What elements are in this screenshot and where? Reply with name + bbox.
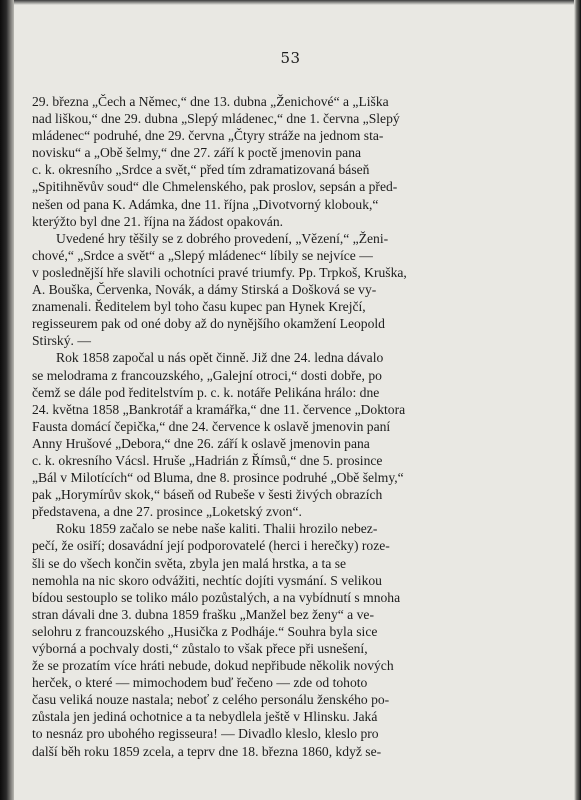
text-line: c. k. okresního Vácsl. Hruše „Hadrián z Římsů,“ dne 5. prosince xyxy=(32,452,383,468)
text-line: regisseurem pak od oné doby až do nynějšího okamžení Leopold xyxy=(32,316,385,332)
text-line: A. Bouška, Červenka, Novák, a dámy Stirská a Došková se vy- xyxy=(32,282,377,298)
text-line: zůstala jen jediná ochotnice a ta nebydlela ještě v Hlinsku. Jaká xyxy=(32,709,378,725)
body-text xyxy=(32,93,526,760)
text-line: čemž se dále pod ředitelstvím p. c. k. notáře Pelikána hrálo: dne xyxy=(32,384,380,400)
text-line: Fausta domácí čepička,“ dne 24. července k oslavě jmenovin paní xyxy=(32,418,391,434)
text-line: času veliká nouze nastala; neboť z celého personálu ženského po- xyxy=(32,692,390,708)
text-line: nemohla na nic skoro odvážiti, nechtíc dojíti vysmání. S velikou xyxy=(32,572,382,588)
text-line: chové,“ „Srdce a svět“ a „Slepý mládenec“ líbily se nejvíce — xyxy=(32,247,373,263)
text-line: novisku“ a „Obě šelmy,“ dne 27. září k poctě jmenovin pana xyxy=(32,145,362,161)
text-line: Stirský. — xyxy=(32,333,91,349)
text-line: v poslednější hře slavili ochotníci pravé triumfy. Pp. Trpkoš, Kruška, xyxy=(32,264,407,280)
text-line: nad liškou,“ dne 29. dubna „Slepý mládenec,“ dne 1. června „Slepý xyxy=(32,111,400,127)
text-line: nešen od pana K. Adámka, dne 11. října „Divotvorný klobouk,“ xyxy=(32,196,379,212)
text-line: bídou sestouplo se toliko málo pozůstalých, a na vybídnutí s mnoha xyxy=(32,589,401,605)
text-line: 24. května 1858 „Bankrotář a kramářka,“ dne 11. července „Doktora xyxy=(32,401,406,417)
text-line: mládenec“ podruhé, dne 29. června „Čtyry stráže na jednom sta- xyxy=(32,128,384,144)
text-line: pak „Horymírův skok,“ báseň od Rubeše v šesti živých obrazích xyxy=(32,487,383,503)
text-line: pečí, že osiří; dosavádní její podporovatelé (herci i herečky) roze- xyxy=(32,538,390,554)
text-line: „Spitihněvův soud“ dle Chmelenského, pak proslov, sepsán a před- xyxy=(32,179,398,195)
text-line: kterýžto byl dne 21. října na žádost opakován. xyxy=(32,213,284,229)
text-line: selohru z francouzského „Husička z Podháje.“ Souhra byla sice xyxy=(32,623,378,639)
text-line: c. k. okresního „Srdce a svět,“ před tím zdramatizovaná báseň xyxy=(32,162,370,178)
text-line: Uvedené hry těšily se z dobrého provedení, „Vězení,“ „Ženi- xyxy=(56,230,389,246)
text-line: 29. března „Čech a Němec,“ dne 13. dubna „Ženichové“ a „Liška xyxy=(32,94,389,109)
text-line: herček, o které — mimochodem buď řečeno — zde od tohoto xyxy=(32,675,368,691)
text-line: představena, a dne 27. prosince „Loketský zvon“. xyxy=(32,504,302,520)
text-line: výborná a pochvaly dosti,“ zůstalo to však přece při usnešení, xyxy=(32,641,368,656)
page-right-edge-shadow xyxy=(574,0,581,800)
text-line: šli se do všech končin světa, zbyla jen malá hrstka, a ta se xyxy=(32,555,347,571)
text-line: Roku 1859 začalo se nebe naše kaliti. Thalii hrozilo nebez- xyxy=(56,521,378,537)
text-line: „Bál v Milotících“ od Bluma, dne 8. prosince podruhé „Obě šelmy,“ xyxy=(32,470,404,486)
text-line: to nesnáz pro ubohého regisseura! — Divadlo kleslo, kleslo pro xyxy=(32,726,379,742)
page-number: 53 xyxy=(280,49,301,67)
page-top-shadow xyxy=(0,0,581,5)
text-line: že se prozatím více hráti nebude, dokud nepřibude několik nových xyxy=(32,658,394,674)
text-line: se melodrama z francouzského, „Galejní otroci,“ dosti dobře, po xyxy=(32,367,382,383)
text-line: znamenali. Ředitelem byl toho času kupec pan Hynek Krejčí, xyxy=(32,299,366,315)
text-line: Anny Hrušové „Debora,“ dne 26. září k oslavě jmenovin pana xyxy=(32,435,370,451)
page-left-binding-shadow xyxy=(0,0,14,800)
text-line: další běh roku 1859 zcela, a teprv dne 18. března 1860, když se- xyxy=(32,743,382,759)
text-line: Rok 1858 započal u nás opět činně. Již dne 24. ledna dávalo xyxy=(56,350,384,366)
text-line: stran dávali dne 3. dubna 1859 frašku „Manžel bez ženy“ a ve- xyxy=(32,606,374,622)
